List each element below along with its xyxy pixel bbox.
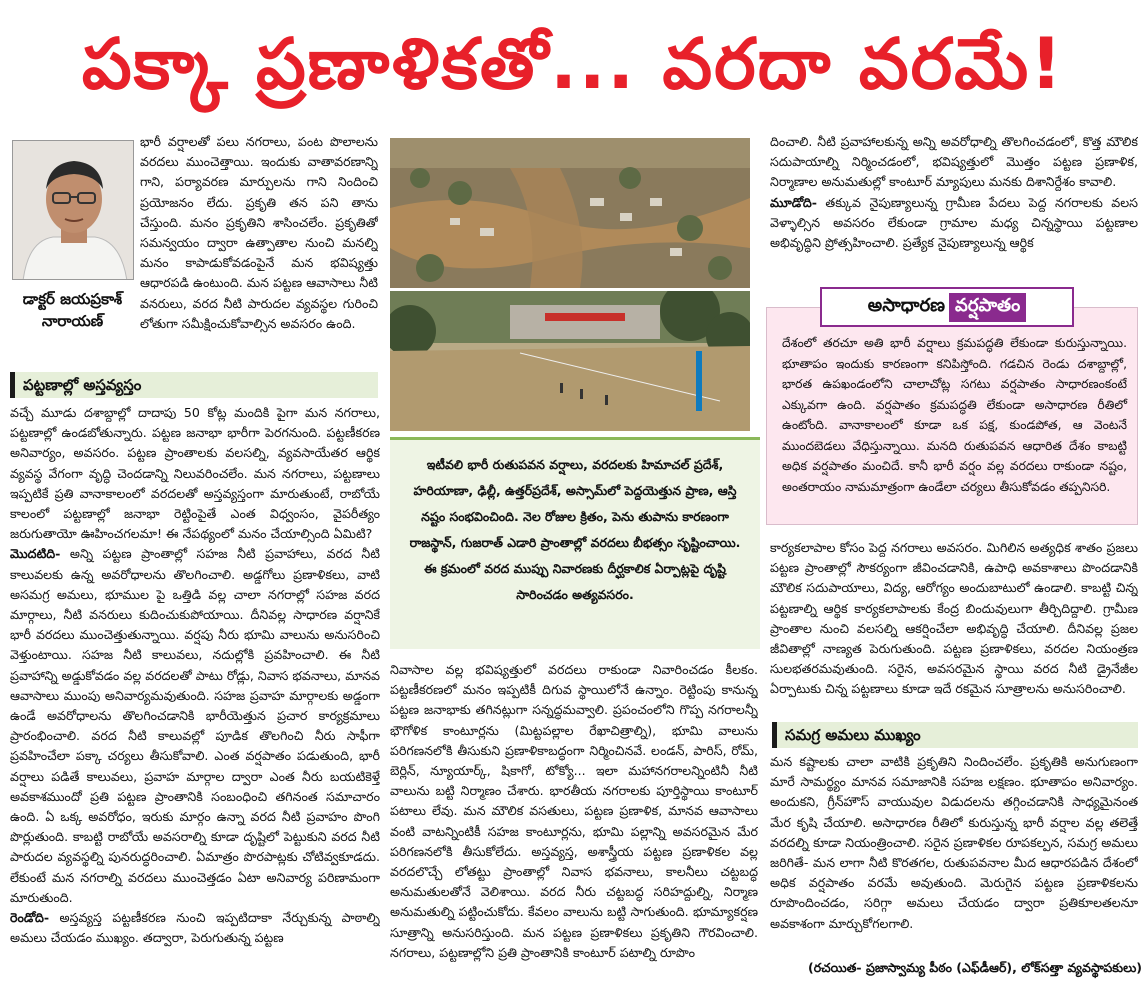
highlight-quote-box — [390, 437, 760, 649]
col2-paragraph: నివాసాల వల్ల భవిష్యత్తులో వరదలు రాకుండా నివారించడం కీలకం. పట్టణీకరణలో మనం ఇప్పటికీ దిగువ స్థాయిలోనే ఉన్నాం. రెట్టింపు కానున్న పట్టణ జనాభాకు తగినట్లుగా సన్నద్ధమవ్వాలి. ప్రపంచంలోని గొప్ప నగరాలన్నీ భౌగోళిక కాంటూర్లను (మిట్టపల్లాల రేఖాచిత్రాల్ని), భూమి వాలును పరిగణనలోకి తీసుకుని ప్రణాళికాబద్ధంగా నిర్మించినవే. లండన్, పారిస్, రోమ్, బెర్లిన్, న్యూయార్క్, షికాగో, టోక్యో... ఇలా మహానగరాలన్నింటినీ నీటి వాలును బట్టి నిర్మాణం చేశారు. భారతీయ నగరాలకు పూర్తిస్థాయి కాంటూర్ పటాలు లేవు. మన మౌలిక వసతులు, పట్టణ ప్రణాళిక, మానవ ఆవాసాలు వంటి వాటన్నింటికీ సహజ కాంటూర్లను, భూమి పల్లాన్ని అవసరమైన మేర పరిగణనలోకి తీసుకోలేదు. అస్తవ్యస్త, అశాస్త్రీయ పట్టణ ప్రణాళికల వల్ల వరదలొచ్చే లోతట్టు ప్రాంతాల్లో నివాస భవనాలు, కాలనీలు చట్టబద్ధ అనుమతులతోనే వెలిశాయి. వరద నీరు చట్టబద్ధ సరిహద్దుల్ని, నిర్మాణ అనుమతుల్ని పట్టించుకోదు. కేవలం వాలును బట్టి సాగుతుంది. భూమ్యాకర్షణ సూత్రాన్ని అనుసరిస్తుంది. మన పట్టణ ప్రణాళికలు ప్రకృతిని గౌరవించాలి. నగరాలు, పట్టణాల్లోని ప్రతి ప్రాంతానికి కాంటూర్ పటాల్ని రూపొం — [390, 662, 758, 960]
intro-text — [140, 132, 378, 362]
subhead-integrated-implementation: సమగ్ర అమలు ముఖ్యం — [772, 722, 1138, 748]
col1-paragraph-1: వచ్చే మూడు దశాబ్దాల్లో దాదాపు 50 కోట్ల మందికి పైగా మన నగరాలు, పట్టణాల్లో ఉండబోతున్నారు. పట్టణ జనాభా భారీగా పెరగనుంది. పట్టణీకరణ అనివార్యం, అవసరం. పట్టణ ప్రాంతాలకు వలసల్ని, వ్యవసాయేతర ఆర్థిక వ్యవస్థ వేగంగా వృద్ధి చెందడాన్ని నిలువరించలేం. మన నగరాలు, పట్టణాలు ఇప్పటికే ప్రతి వానాకాలంలో వరదలతో అస్తవ్యస్తంగా మారుతుంటే, రాబోయే కాలంలో పట్టణాల్లో జనాభా రెట్టింపైతే ఎంత విధ్వంసం, వైపరీత్యం జరుగుతాయో ఊహించగలమా! ఈ నేపథ్యంలో మనం చేయాల్సింది ఏమిటి? — [10, 405, 380, 542]
column-3-bottom — [770, 752, 1138, 956]
second-point-text: అస్తవ్యస్త పట్టణీకరణ నుంచి ఇప్పటిదాకా నేర్చుకున్న పాఠాల్ని అమలు చేయడం ముఖ్యం. తద్వారా, పెరుగుతున్న పట్టణ — [10, 910, 380, 946]
third-point-lead: మూడోది- — [770, 194, 817, 210]
box-title-plain: అసాధారణ — [867, 294, 946, 316]
rainfall-box-text — [782, 333, 1127, 497]
author-photo — [12, 140, 134, 280]
headline: పక్కా ప్రణాళికతో... వరదా వరమే! — [81, 23, 1065, 105]
author-name-line2: నారాయణ్ — [41, 312, 104, 330]
rainfall-box-title — [820, 287, 1074, 327]
column-3-middle — [770, 538, 1138, 720]
second-point-lead: రెండోది- — [10, 910, 50, 926]
col1-paragraph-2 — [10, 544, 380, 908]
third-point-text: తక్కువ నైపుణ్యాలున్న గ్రామీణ పేదలు పెద్ద నగరాలకు వలస వెళ్ళాల్సిన అవసరం లేకుండా గ్రామాల మధ్య చిన్నస్థాయి పట్టణాల అభివృద్ధిని ప్రోత్సహించాలి. ప్రత్యేక నైపుణ్యాలున్న ఆర్థిక — [770, 194, 1138, 251]
col3-paragraph-1: దించాలి. నీటి ప్రవాహాలకున్న అన్ని అవరోధాల్ని తొలగించడంలో, కొత్త మౌలిక సదుపాయాల్ని నిర్మించడంలో, భవిష్యత్తులో మొత్తం పట్టణ ప్రణాళిక, నిర్మాణాల అనుమతుల్లో కాంటూర్ మ్యాపులు మనకు దిశానిర్దేశం కావాలి. — [770, 134, 1138, 190]
box-title-highlight: వర్షపాతం — [949, 293, 1026, 322]
author-name — [10, 288, 135, 332]
intro-paragraph: భారీ వర్షాలతో పలు నగరాలు, పంట పొలాలను వరదలు ముంచెత్తాయి. ఇందుకు వాతావరణాన్ని గాని, పర్యావరణ మార్పులను గాని నిందించి ప్రయోజనం లేదు. ప్రకృతి తన పని తాను చేస్తుంది. మనం ప్రకృతిని శాసించలేం. ప్రకృతితో సమన్వయం ద్వారా ఉత్పాతాల నుంచి మనల్ని మనం కాపాడుకోవడంపైనే మన భవిష్యత్తు ఆధారపడి ఉంటుంది. మన పట్టణ ఆవాసాలు నీటి వనరులు, వరద నీటి పారుదల వ్యవస్థల గురించి లోతుగా సమీక్షించుకోవాల్సిన అవసరం ఉంది. — [140, 134, 378, 331]
aerial-flood-photo — [390, 138, 750, 288]
column-1-body — [10, 403, 380, 988]
col3-paragraph-4: మన కష్టాలకు చాలా వాటికి ప్రకృతిని నిందించలేం. ప్రకృతికి అనుగుణంగా మారే సామర్థ్యం మానవ సమాజానికి సహజ లక్షణం. భూతాపం అనివార్యం. అందుకని, గ్రీన్‌హౌస్ వాయువుల విడుదలను తగ్గించడానికి సాధ్యమైనంత మేర కృషి చేయాలి. అసాధారణ రీతిలో కురుస్తున్న భారీ వర్షాల వల్ల తలెత్తే వరదల్ని కూడా నియంత్రించాలి. సరైన ప్రణాళికల రూపకల్పన, సమగ్ర అమలు జరిగితే- మన లాగా నీటి కొరతగల, రుతుపవనాల మీద ఆధారపడిన దేశంలో అధిక వర్షపాతం వరమే అవుతుంది. మెరుగైన పట్టణ ప్రణాళికలను రూపొందించడం, సరిగ్గా అమలు చేయడం ద్వారా ప్రతికూలతలనూ అవకాశంగా మార్చుకోగలగాలి. — [770, 754, 1138, 931]
highlight-quote-text: ఇటీవలి భారీ రుతుపవన వర్షాలు, వరదలకు హిమాచల్ ప్రదేశ్, హరియాణా, ఢిల్లీ, ఉత్తర్‌ప్రదేశ్, అస్సామ్‌లో పెద్దయెత్తున ప్రాణ, ఆస్తి నష్టం సంభవించింది. నెల రోజుల క్రితం, పెను తుపాను కారణంగా రాజస్థాన్, గుజరాత్ ఎడారి ప్రాంతాల్లో వరదలు బీభత్సం సృష్టించాయి. ఈ క్రమంలో వరద ముప్పు నివారణకు దీర్ఘకాలిక ఏర్పాట్లపై దృష్టి సారించడం అత్యవసరం. — [409, 457, 741, 602]
rainfall-box-paragraph: దేశంలో తరచూ అతి భారీ వర్షాలు క్రమపద్ధతి లేకుండా కురుస్తున్నాయి. భూతాపం ఇందుకు కారణంగా కనిపిస్తోంది. గడచిన రెండు దశాబ్దాల్లో, భారత ఉపఖండంలోని చాలాచోట్ల సగటు వర్షపాతం సాధారణంకంటే ఎక్కువగా ఉంది. వర్షపాతం క్రమపద్ధతి లేకుండా అసాధారణ రీతిలో ఉంటోంది. వానాకాలంలో కూడా ఒక పక్ష, కుండపోత, ఆ వెంటనే ముందబెడలు వేధిస్తున్నాయి. మనది రుతుపవన ఆధారిత దేశం కాబట్టి అధిక వర్షపాతం మంచిదే. కానీ భారీ వర్షం వల్ల వరదలు రాకుండా నష్టం, అంతరాయం నామమాత్రంగా ఉండేలా చర్యలు తీసుకోవడం తప్పనిసరి. — [782, 336, 1127, 494]
first-point-text: అన్ని పట్టణ ప్రాంతాల్లో సహజ నీటి ప్రవాహాలు, వరద నీటి కాలువలకు ఉన్న అవరోధాలను తొలగించాలి. అడ్డగోలు ప్రణాళికలు, వాటి అసమగ్ర అమలు, భూముల పై ఒత్తిడి వల్ల చాలా నగరాల్లో సహజ వరద మార్గాలు, నీటి వనరులు కుదించుకుపోయాయి. దీనివల్ల సాధారణ వర్షానికే భారీ వరదలు ముంచెత్తుతున్నాయి. వర్షపు నీరు భూమి వాలును అనుసరించి వెళ్తుంటాయి. సహజ నీటి కాలువలు, నదుల్లోకి ప్రవహించాలి. ఈ నీటి ప్రవాహాన్ని అడ్డుకోవడం వల్ల వరదలతో పాటు రోడ్లు, నివాస భవనాలు, మానవ ఆవాసాలు ముంపు అనివార్యమవుతుంది. సహజ ప్రవాహ మార్గాలకు అడ్డంగా ఉండే అవరోధాలను తొలగించడానికి భారీయెత్తున ప్రచార కార్యక్రమాలు ప్రారంభించాలి. వరద నీటి కాలువల్లో పూడిక తొలగించి నీరు సాఫీగా ప్రవహించేలా పక్కా చర్యలు తీసుకోవాలి. ఎంత వర్షపాతం పడుతుంది, భారీ వర్షాలు పడితే కాలువలు, ప్రవాహ మార్గాల ద్వారా ఎంత నీరు బయటికెళ్తే అవకాశముందో ప్రతి పట్టణ ప్రాంతానికి సంబంధించి తగినంత సమాచారం ఉంది. ఏ ఒక్క అవరోధం, ఇరుకు మార్గం ఉన్నా వరద నీటి ప్రవాహం పొంగి పొర్లుతుంది. కాబట్టి రాబోయే అవసరాల్ని కూడా దృష్టిలో పెట్టుకుని వరద నీటి పారుదల వ్యవస్థల్ని పునరుద్ధరించాలి. ఏమాత్రం పొరపాట్లకు చోటివ్వకూడదు. లేకుంటే మన నగరాల్ని వరదలు ముంచెత్తడం ఏటా అనివార్య పరిణామంగా మారుతుంది. — [10, 546, 380, 905]
first-point-lead: మొదటిది- — [10, 546, 61, 562]
author-byline: (రచయిత- ప్రజాస్వామ్య పీఠం (ఎఫ్‌డీఆర్), లోక్‌సత్తా వ్యవస్థాపకులు) — [808, 960, 1142, 975]
col1-paragraph-3 — [10, 908, 380, 948]
col3-paragraph-2 — [770, 193, 1138, 254]
column-3-top — [770, 132, 1138, 284]
subhead-urban-chaos: పట్టణాల్లో అస్తవ్యస్తం — [10, 372, 378, 398]
col3-paragraph-3: కార్యకలాపాల కోసం పెద్ద నగరాలు అవసరం. మిగిలిన అత్యధిక శాతం ప్రజలు పట్టణ ప్రాంతాల్లో సౌకర్యంగా జీవించడానికి, ఉపాధి అవకాశాలు పొందడానికి మౌలిక సదుపాయాలు, విద్య, ఆరోగ్యం అందుబాటులో ఉండాలి. కాబట్టి చిన్న పట్టణాల్ని ఆర్థిక కార్యకలాపాలకు కేంద్ర బిందువులుగా తీర్చిదిద్దాలి. గ్రామీణ ప్రాంతాల నుంచి వలసల్ని ఆకర్షించేలా అభివృద్ధి చేయాలి. దీనివల్ల ప్రజల జీవితాల్లో నాణ్యత పెరుగుతుంది. పట్టణ ప్రణాళికలు, వరదల నియంత్రణ సులభతరమవుతుంది. సరైన, అవసరమైన స్థాయి వరద నీటి డ్రైనేజీల ఏర్పాటుకు చిన్న పట్టణాలు కూడా ఇదే రకమైన సూత్రాలను అనుసరించాలి. — [770, 540, 1138, 697]
street-flood-photo — [390, 291, 750, 431]
column-2-body — [390, 660, 758, 988]
author-name-line1: డాక్టర్ జయప్రకాశ్ — [22, 290, 123, 308]
